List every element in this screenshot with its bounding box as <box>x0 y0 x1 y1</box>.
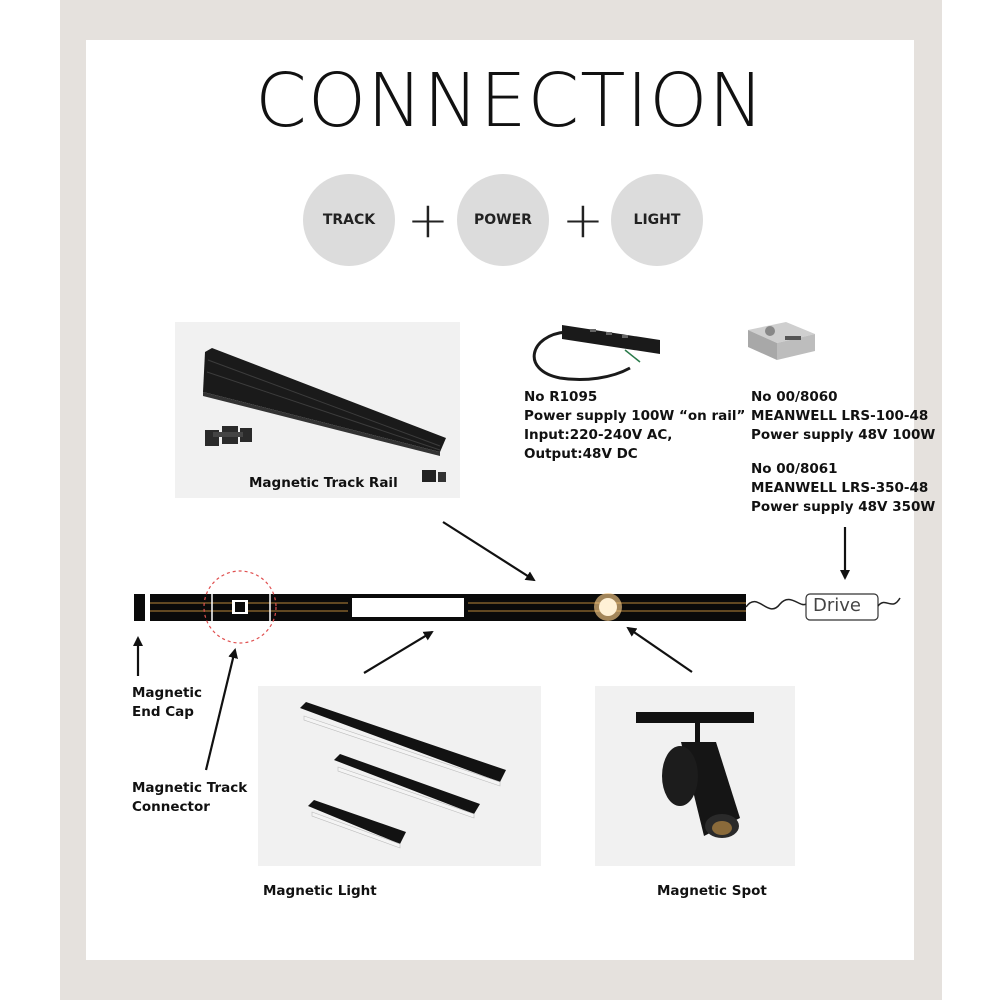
meanwell-100-model: MEANWELL LRS-100-48 <box>751 408 929 424</box>
arrow-magnetic-spot <box>628 628 692 672</box>
magnetic-spot-label: Magnetic Spot <box>657 883 767 899</box>
track-segment <box>150 594 348 621</box>
meanwell-350-desc: Power supply 48V 350W <box>751 499 936 515</box>
formula-track-circle: TRACK <box>303 174 395 266</box>
page-title: CONNECTION <box>255 58 765 144</box>
plus-sign: + <box>407 191 449 249</box>
meanwell-100-desc: Power supply 48V 100W <box>751 427 936 443</box>
meanwell-350-number: No 00/8061 <box>751 461 838 477</box>
on-rail-psu-line2: Power supply 100W “on rail” <box>524 408 746 424</box>
magnetic-light-image <box>300 702 506 848</box>
magnetic-light-label: Magnetic Light <box>263 883 377 899</box>
drive-cable <box>746 599 806 608</box>
track-connector-label-line2: Connector <box>132 799 210 815</box>
plus-sign: + <box>562 191 604 249</box>
linear-light-slot <box>352 598 464 617</box>
on-rail-psu-line3: Input:220-240V AC, <box>524 427 673 443</box>
arrow-connector <box>206 650 235 770</box>
meanwell-350-label <box>751 460 935 517</box>
end-cap-label <box>132 684 202 722</box>
track-connector-label-line1: Magnetic Track <box>132 780 248 796</box>
magnetic-spot-image <box>636 712 754 838</box>
end-cap-label-line1: Magnetic <box>132 685 203 701</box>
track-connector-label <box>132 779 247 817</box>
meanwell-350-model: MEANWELL LRS-350-48 <box>751 480 929 496</box>
track-rail-image <box>203 348 446 482</box>
on-rail-power-supply-image <box>534 325 660 380</box>
on-rail-psu-line4: Output:48V DC <box>524 446 638 462</box>
arrow-rail-to-track <box>443 522 534 580</box>
end-cap-segment <box>134 594 145 621</box>
meanwell-100-number: No 00/8060 <box>751 389 838 405</box>
meanwell-power-supply-image <box>748 322 815 360</box>
track-rail-label: Magnetic Track Rail <box>249 475 398 491</box>
meanwell-100-label <box>751 388 935 445</box>
on-rail-psu-label <box>524 388 745 464</box>
on-rail-psu-number: No R1095 <box>524 389 598 405</box>
drive-label: Drive <box>813 595 861 616</box>
arrow-magnetic-light <box>364 632 432 673</box>
end-cap-label-line2: End Cap <box>132 704 194 720</box>
main-track <box>134 571 746 643</box>
formula-light-circle: LIGHT <box>611 174 703 266</box>
formula-power-circle: POWER <box>457 174 549 266</box>
